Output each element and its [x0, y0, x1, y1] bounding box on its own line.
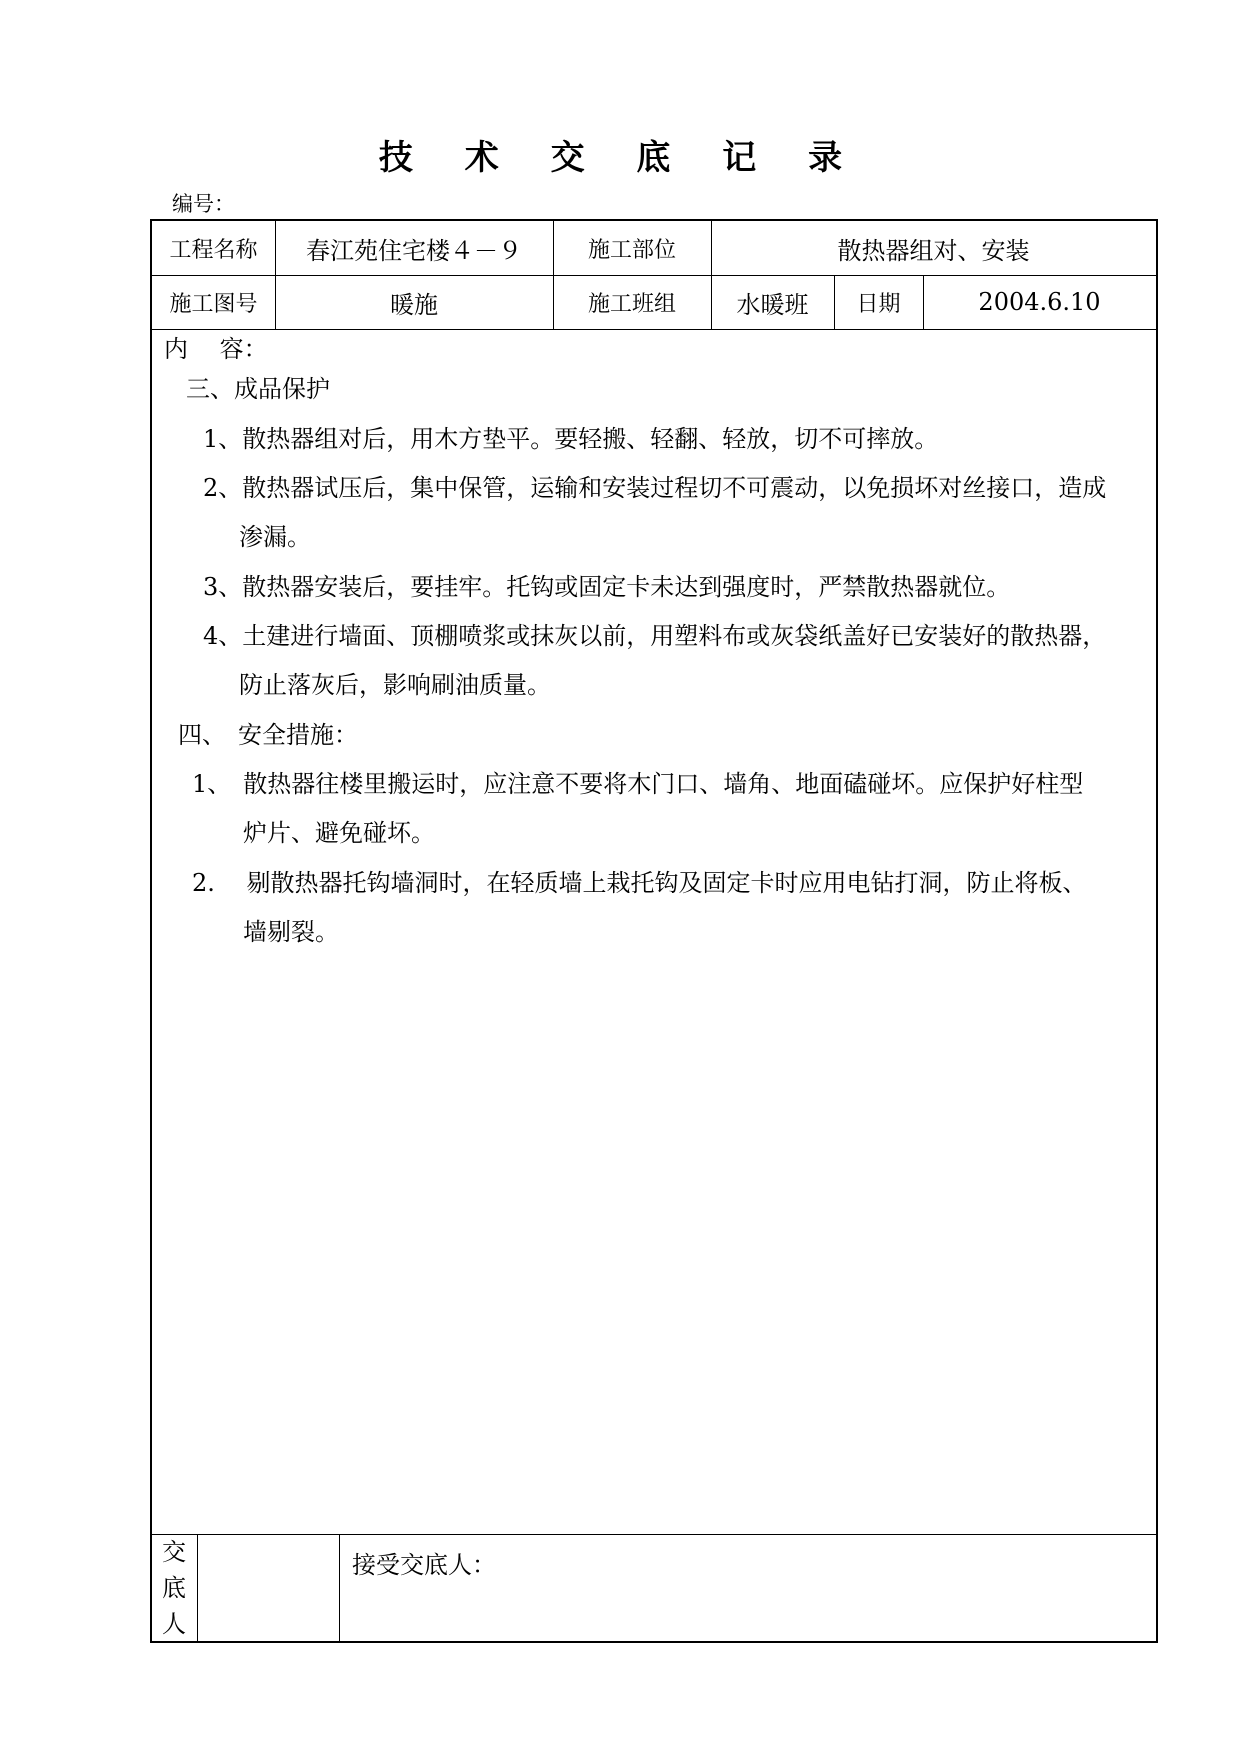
content-line: 2、散热器试压后，集中保管，运输和安装过程切不可震动，以免损坏对丝接口，造成 — [203, 474, 1107, 502]
discloser-label — [162, 1534, 186, 1642]
date-value: 2004.6.10 — [978, 288, 1101, 316]
section-heading: 三、成品保护 — [186, 375, 330, 403]
date-label: 日期 — [856, 291, 901, 317]
content-line: 渗漏。 — [239, 523, 311, 551]
row-divider — [152, 329, 1156, 330]
discloser-label-char: 交 — [162, 1538, 186, 1566]
content-line: 防止落灰后，影响刷油质量。 — [239, 671, 551, 699]
content-line: 炉片、避免碰坏。 — [243, 819, 435, 847]
column-divider — [339, 1534, 340, 1643]
content-line: 3、散热器安装后，要挂牢。托钩或固定卡未达到强度时，严禁散热器就位。 — [203, 573, 1011, 601]
serial-number-label: 编号： — [172, 192, 235, 216]
team-label: 施工班组 — [587, 291, 676, 317]
content-label: 内 容： — [164, 335, 268, 363]
disclosure-form — [150, 219, 1158, 1643]
discloser-signature-field[interactable] — [197, 1534, 339, 1643]
project-name-value: 春江苑住宅楼４－９ — [306, 236, 522, 265]
content-line: 1、散热器组对后，用木方垫平。要轻搬、轻翻、轻放，切不可摔放。 — [203, 425, 939, 453]
team-value: 水暖班 — [736, 290, 809, 319]
content-line: 墙剔裂。 — [243, 918, 339, 946]
location-label: 施工部位 — [587, 237, 676, 263]
discloser-label-char: 人 — [162, 1610, 186, 1638]
drawing-label: 施工图号 — [169, 291, 258, 317]
content-line: 4、土建进行墙面、顶棚喷浆或抹灰以前，用塑料布或灰袋纸盖好已安装好的散热器， — [203, 622, 1107, 650]
project-name-label: 工程名称 — [169, 237, 258, 263]
drawing-value: 暖施 — [390, 290, 438, 319]
location-value: 散热器组对、安装 — [837, 236, 1030, 265]
content-line: 2. 剔散热器托钩墙洞时，在轻质墙上栽托钩及固定卡时应用电钻打洞，防止将板、 — [192, 869, 1087, 897]
discloser-label-char: 底 — [162, 1574, 186, 1602]
section-heading: 四、 安全措施： — [178, 721, 358, 749]
content-line: 1、 散热器往楼里搬运时，应注意不要将木门口、墙角、地面磕碰坏。应保护好柱型 — [192, 770, 1084, 798]
document-title: 技 术 交 底 记 录 — [378, 138, 863, 178]
receiver-label: 接受交底人： — [352, 1551, 496, 1579]
